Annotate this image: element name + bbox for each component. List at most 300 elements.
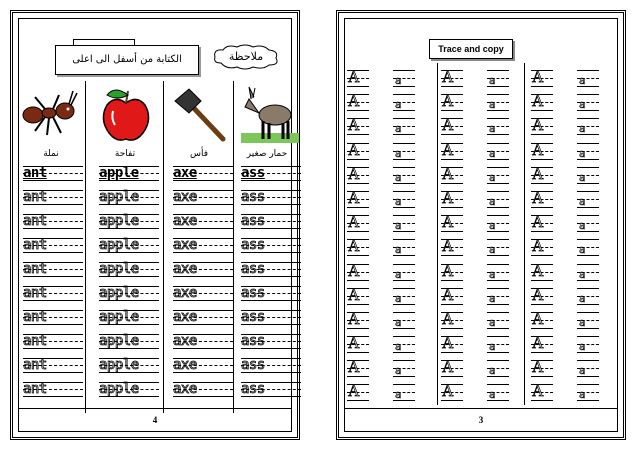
guide-line — [441, 352, 463, 353]
trace-cell — [393, 68, 415, 88]
capital-letter: A — [348, 69, 360, 86]
capital-letter: A — [532, 141, 544, 159]
trace-row — [347, 334, 435, 358]
trace-word-row — [241, 259, 301, 283]
trace-row — [441, 334, 529, 358]
small-letter: a — [489, 122, 496, 136]
capital-letter: A — [348, 286, 360, 304]
practice-word: ass — [241, 165, 265, 181]
trace-row — [347, 382, 435, 406]
small-letter: a — [395, 194, 402, 208]
practice-word: axe — [173, 189, 197, 205]
trace-cell — [393, 189, 415, 209]
guide-line — [487, 360, 509, 361]
guide-line — [487, 118, 509, 119]
trace-cell — [347, 286, 369, 306]
trace-cell — [531, 165, 553, 185]
trace-word-row — [23, 259, 83, 283]
practice-word: ass — [241, 333, 265, 349]
capital-letter: A — [532, 238, 544, 256]
guide-line — [577, 239, 599, 240]
capital-letter: A — [442, 69, 454, 86]
capital-letter: A — [442, 93, 454, 111]
trace-word-row — [173, 259, 233, 283]
trace-cell — [577, 189, 599, 209]
trace-row — [347, 310, 435, 334]
trace-cell — [577, 141, 599, 161]
trace-cell — [487, 165, 509, 185]
capital-letter: A — [442, 238, 454, 256]
trace-row — [441, 358, 529, 382]
trace-row — [441, 286, 529, 310]
model-word-row — [173, 163, 233, 187]
trace-cell — [441, 262, 463, 282]
guide-line — [393, 264, 415, 265]
trace-cell — [487, 92, 509, 112]
trace-cell — [577, 165, 599, 185]
trace-cell — [531, 358, 553, 378]
guide-line — [577, 264, 599, 265]
practice-word: apple — [99, 261, 139, 277]
trace-cell — [441, 382, 463, 402]
guide-line — [441, 376, 463, 377]
trace-cell — [487, 189, 509, 209]
guide-line — [441, 231, 463, 232]
practice-word: axe — [173, 285, 197, 301]
model-word-row — [23, 163, 83, 187]
guide-line — [441, 280, 463, 281]
trace-row — [531, 116, 619, 140]
guide-line — [531, 255, 553, 256]
trace-row — [441, 165, 529, 189]
practice-word: ass — [241, 261, 265, 277]
guide-line — [347, 255, 369, 256]
trace-word-row — [23, 211, 83, 235]
trace-cell — [441, 213, 463, 233]
apple-picture — [95, 85, 157, 147]
capital-letter: A — [442, 165, 454, 183]
guide-line — [531, 183, 553, 184]
trace-row — [531, 286, 619, 310]
trace-word-row — [241, 355, 301, 379]
capital-letter: A — [532, 93, 544, 111]
practice-word: apple — [99, 357, 139, 373]
practice-word: apple — [99, 189, 139, 205]
guide-line — [531, 134, 553, 135]
small-letter: a — [395, 74, 402, 87]
guide-line — [347, 207, 369, 208]
guide-line — [531, 110, 553, 111]
trace-cell — [441, 141, 463, 161]
guide-line — [577, 94, 599, 95]
trace-word-row — [99, 211, 159, 235]
small-letter: a — [489, 74, 496, 87]
capital-letter: A — [442, 383, 454, 401]
guide-line — [441, 159, 463, 160]
guide-line — [393, 215, 415, 216]
small-letter: a — [489, 291, 496, 305]
trace-cell — [531, 237, 553, 257]
guide-line — [577, 336, 599, 337]
guide-line — [577, 118, 599, 119]
practice-word: apple — [99, 285, 139, 301]
guide-line — [487, 191, 509, 192]
capital-letter: A — [532, 69, 544, 86]
small-letter: a — [395, 98, 402, 112]
capital-letter: A — [348, 93, 360, 111]
trace-row — [347, 141, 435, 165]
guide-line — [441, 134, 463, 135]
trace-word-row — [241, 283, 301, 307]
trace-word-row — [23, 235, 83, 259]
trace-word-row — [241, 211, 301, 235]
trace-word-row — [23, 379, 83, 403]
trace-cell — [487, 262, 509, 282]
trace-row — [441, 116, 529, 140]
trace-cell — [577, 310, 599, 330]
trace-cell — [487, 68, 509, 88]
trace-word-row — [173, 283, 233, 307]
trace-cell — [487, 358, 509, 378]
guide-line — [487, 70, 509, 71]
practice-word: ass — [241, 189, 265, 205]
trace-cell — [487, 237, 509, 257]
practice-word: ant — [23, 357, 47, 373]
trace-cell — [347, 141, 369, 161]
trace-cell — [487, 141, 509, 161]
trace-row — [531, 189, 619, 213]
trace-row — [531, 310, 619, 334]
guide-line — [577, 191, 599, 192]
trace-cell — [531, 286, 553, 306]
trace-cell — [531, 116, 553, 136]
trace-cell — [393, 262, 415, 282]
capital-letter: A — [532, 359, 544, 377]
capital-letter: A — [348, 383, 360, 401]
small-letter: a — [395, 340, 402, 354]
guide-line — [393, 94, 415, 95]
trace-column — [531, 68, 619, 407]
small-letter: a — [395, 364, 402, 378]
trace-word-row — [23, 307, 83, 331]
trace-row — [531, 92, 619, 116]
guide-line — [347, 280, 369, 281]
trace-word-row — [99, 331, 159, 355]
small-letter: a — [579, 170, 586, 184]
trace-cell — [577, 213, 599, 233]
column-divider — [163, 81, 164, 413]
practice-word: ant — [23, 285, 47, 301]
small-letter: a — [489, 146, 496, 160]
trace-cell — [393, 116, 415, 136]
guide-line — [487, 239, 509, 240]
small-letter: a — [489, 315, 496, 329]
trace-word-row — [99, 355, 159, 379]
trace-word-row — [173, 307, 233, 331]
small-letter: a — [579, 340, 586, 354]
practice-word: axe — [173, 165, 197, 181]
trace-row — [347, 189, 435, 213]
trace-cell — [531, 68, 553, 88]
trace-word-row — [241, 379, 301, 403]
trace-word-row — [23, 283, 83, 307]
small-letter: a — [489, 170, 496, 184]
trace-cell — [393, 286, 415, 306]
guide-line — [577, 215, 599, 216]
capital-letter: A — [532, 262, 544, 280]
capital-letter: A — [348, 238, 360, 256]
guide-line — [393, 118, 415, 119]
capital-letter: A — [348, 117, 360, 135]
trace-word-row — [23, 355, 83, 379]
arabic-label: نملة — [43, 149, 59, 159]
capital-letter: A — [442, 310, 454, 328]
trace-cell — [393, 237, 415, 257]
capital-letter: A — [442, 286, 454, 304]
column-divider — [437, 63, 438, 405]
guide-line — [347, 110, 369, 111]
guide-line — [531, 400, 553, 401]
capital-letter: A — [348, 310, 360, 328]
practice-word: ant — [23, 189, 47, 205]
trace-word-row — [173, 355, 233, 379]
small-letter: a — [579, 315, 586, 329]
capital-letter: A — [532, 214, 544, 232]
capital-letter: A — [442, 262, 454, 280]
trace-word-row — [241, 187, 301, 211]
trace-cell — [441, 68, 463, 88]
trace-row — [531, 165, 619, 189]
word-practice-apple — [99, 163, 159, 403]
guide-line — [347, 183, 369, 184]
trace-cell — [577, 382, 599, 402]
small-letter: a — [579, 267, 586, 281]
guide-line — [393, 336, 415, 337]
trace-cell — [393, 213, 415, 233]
guide-line — [487, 143, 509, 144]
trace-word-row — [173, 379, 233, 403]
small-letter: a — [579, 98, 586, 112]
capital-letter: A — [348, 165, 360, 183]
trace-row — [347, 213, 435, 237]
trace-cell — [577, 358, 599, 378]
capital-letter: A — [532, 189, 544, 207]
practice-word: apple — [99, 213, 139, 229]
trace-cell — [531, 213, 553, 233]
trace-row — [347, 68, 435, 92]
trace-cell — [531, 189, 553, 209]
guide-line — [347, 231, 369, 232]
guide-line — [577, 288, 599, 289]
guide-line — [577, 384, 599, 385]
axe-picture — [169, 85, 231, 147]
trace-row — [347, 165, 435, 189]
trace-cell — [577, 237, 599, 257]
practice-word: axe — [173, 381, 197, 397]
small-letter: a — [395, 170, 402, 184]
trace-row — [441, 310, 529, 334]
trace-row — [441, 68, 529, 92]
word-practice-ant — [23, 163, 83, 403]
practice-word: axe — [173, 357, 197, 373]
guide-line — [577, 167, 599, 168]
practice-word: ant — [23, 237, 47, 253]
guide-line — [577, 70, 599, 71]
practice-word: axe — [173, 213, 197, 229]
practice-word: apple — [99, 237, 139, 253]
small-letter: a — [579, 291, 586, 305]
guide-line — [393, 143, 415, 144]
guide-line — [577, 143, 599, 144]
donkey-picture — [241, 85, 303, 147]
small-letter: a — [489, 340, 496, 354]
trace-cell — [577, 68, 599, 88]
capital-letter: A — [532, 335, 544, 353]
guide-line — [347, 134, 369, 135]
trace-cell — [347, 92, 369, 112]
arabic-label: حمار صغير — [246, 149, 288, 159]
trace-cell — [441, 334, 463, 354]
trace-row — [347, 262, 435, 286]
guide-line — [347, 376, 369, 377]
trace-word-row — [99, 235, 159, 259]
trace-row — [347, 286, 435, 310]
guide-line — [441, 255, 463, 256]
capital-letter: A — [532, 165, 544, 183]
trace-column — [347, 68, 435, 407]
trace-cell — [531, 262, 553, 282]
practice-word: ass — [241, 381, 265, 397]
trace-cell — [347, 262, 369, 282]
trace-cell — [441, 310, 463, 330]
guide-line — [393, 167, 415, 168]
trace-row — [347, 92, 435, 116]
trace-cell — [347, 310, 369, 330]
trace-cell — [347, 165, 369, 185]
trace-cell — [487, 116, 509, 136]
trace-row — [441, 92, 529, 116]
small-letter: a — [395, 243, 402, 257]
trace-cell — [393, 358, 415, 378]
column-divider — [233, 81, 234, 413]
trace-word-row — [173, 235, 233, 259]
trace-cell — [487, 382, 509, 402]
practice-word: apple — [99, 309, 139, 325]
guide-line — [393, 384, 415, 385]
trace-row — [531, 141, 619, 165]
guide-line — [441, 400, 463, 401]
capital-letter: A — [442, 359, 454, 377]
practice-word: ant — [23, 381, 47, 397]
guide-line — [393, 312, 415, 313]
practice-word: ant — [23, 333, 47, 349]
practice-word: ass — [241, 357, 265, 373]
small-letter: a — [489, 364, 496, 378]
small-letter: a — [579, 388, 586, 402]
small-letter: a — [395, 388, 402, 402]
trace-word-row — [241, 331, 301, 355]
trace-word-row — [173, 211, 233, 235]
column-divider — [85, 81, 86, 413]
trace-word-row — [99, 187, 159, 211]
trace-word-row — [23, 331, 83, 355]
trace-row — [531, 213, 619, 237]
capital-letter: A — [442, 214, 454, 232]
trace-row — [441, 141, 529, 165]
guide-line — [393, 360, 415, 361]
guide-line — [441, 183, 463, 184]
trace-cell — [393, 141, 415, 161]
trace-cell — [393, 92, 415, 112]
small-letter: a — [579, 146, 586, 160]
trace-row — [531, 334, 619, 358]
trace-cell — [347, 382, 369, 402]
guide-line — [347, 328, 369, 329]
worksheet-page-left — [10, 10, 300, 440]
practice-word: apple — [99, 381, 139, 397]
trace-cell — [531, 310, 553, 330]
trace-row — [531, 382, 619, 406]
instruction-text: الكتابة من أسفل الى اعلى — [72, 54, 182, 65]
practice-word: ass — [241, 285, 265, 301]
capital-letter: A — [348, 359, 360, 377]
trace-cell — [441, 92, 463, 112]
small-letter: a — [489, 219, 496, 233]
trace-word-row — [173, 331, 233, 355]
trace-cell — [347, 116, 369, 136]
small-letter: a — [395, 315, 402, 329]
capital-letter: A — [442, 189, 454, 207]
trace-cell — [441, 286, 463, 306]
trace-cell — [441, 116, 463, 136]
trace-cell — [347, 358, 369, 378]
guide-line — [531, 352, 553, 353]
page-number: 3 — [478, 415, 484, 425]
guide-line — [347, 304, 369, 305]
trace-cell — [487, 213, 509, 233]
guide-line — [441, 86, 463, 87]
small-letter: a — [579, 219, 586, 233]
trace-cell — [347, 213, 369, 233]
guide-line — [441, 304, 463, 305]
trace-row — [531, 262, 619, 286]
small-letter: a — [395, 122, 402, 136]
trace-cell — [347, 334, 369, 354]
capital-letter: A — [348, 214, 360, 232]
trace-cell — [487, 310, 509, 330]
guide-line — [531, 376, 553, 377]
guide-line — [487, 264, 509, 265]
trace-row — [347, 237, 435, 261]
guide-line — [487, 167, 509, 168]
trace-row — [441, 189, 529, 213]
trace-cell — [347, 237, 369, 257]
trace-row — [347, 358, 435, 382]
guide-line — [487, 384, 509, 385]
capital-letter: A — [532, 117, 544, 135]
trace-word-row — [241, 307, 301, 331]
practice-word: ant — [23, 165, 47, 181]
worksheet-page-right — [336, 10, 626, 440]
guide-line — [487, 94, 509, 95]
guide-line — [347, 86, 369, 87]
word-practice-axe — [173, 163, 233, 403]
guide-line — [531, 280, 553, 281]
trace-word-row — [23, 187, 83, 211]
model-word-row — [241, 163, 301, 187]
trace-row — [441, 213, 529, 237]
trace-cell — [393, 310, 415, 330]
